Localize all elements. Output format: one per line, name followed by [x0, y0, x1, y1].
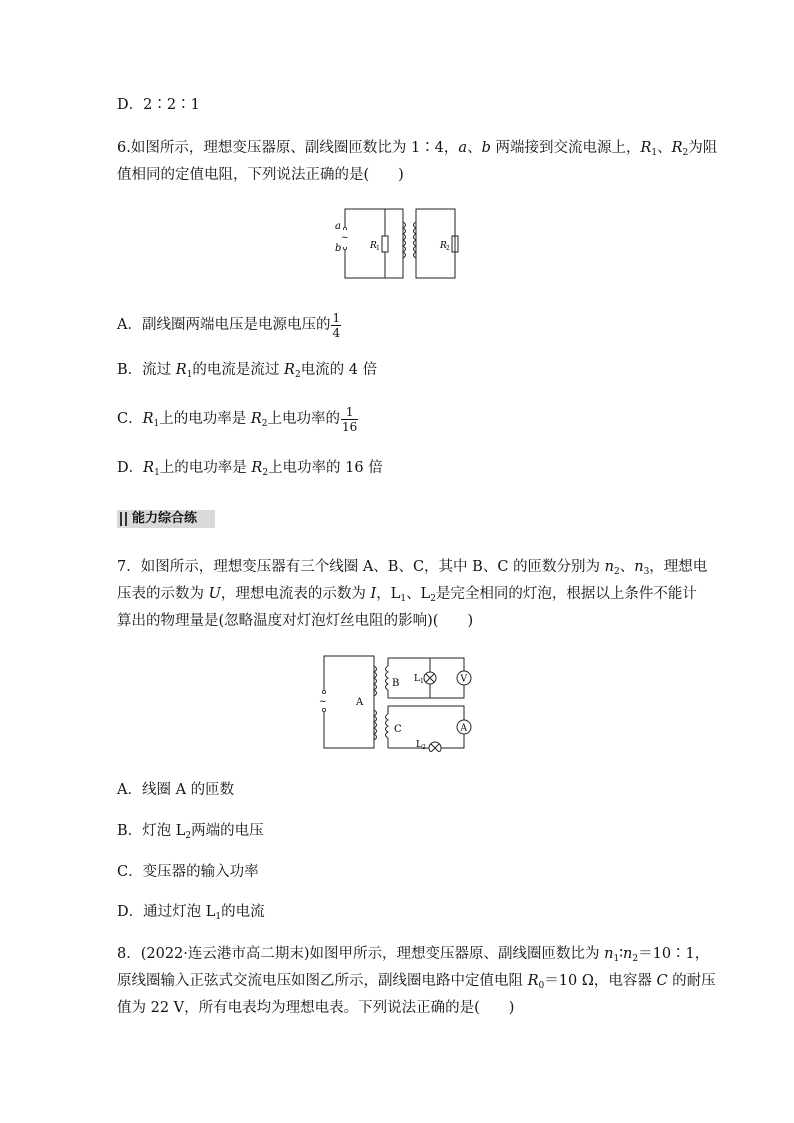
- ammeter-label: A: [460, 723, 467, 734]
- q7-option-b: B．灯泡 $L_2$两端的电压: [117, 823, 264, 841]
- label-b: b: [335, 243, 342, 254]
- section-header: [117, 510, 215, 528]
- tilde-label: ~: [319, 697, 327, 707]
- voltmeter-label: V: [460, 674, 467, 685]
- lamp-l2-icon: [429, 742, 441, 752]
- label-coil-c: C: [394, 724, 402, 735]
- section-bar-icon: [120, 512, 122, 526]
- q8-stem-line1: 8．(2022·连云港市高二期末)如图甲所示，理想变压器原、副线圈匝数比为 $n_1∶n_2=10∶1$，: [117, 946, 710, 964]
- lamp-l1-icon: [424, 672, 436, 684]
- q6-stem-line2: 值相同的定值电阻，下列说法正确的是( ): [117, 167, 404, 183]
- label-coil-b: B: [392, 678, 400, 689]
- section-title: 能力综合练: [132, 511, 198, 526]
- q6-circuit-diagram: [330, 202, 470, 280]
- q7-option-a: A．线圈 A 的匝数: [117, 782, 235, 798]
- q5-option-d: D．2∶2∶1: [117, 97, 200, 113]
- q7-stem-line3: 算出的物理量是(忽略温度对灯泡灯丝电阻的影响)( ): [117, 613, 474, 629]
- label-coil-a: A: [356, 697, 364, 708]
- section-bar-icon: [125, 512, 127, 526]
- fraction: $\frac{1}{4}$: [332, 310, 341, 340]
- label-l1: L: [414, 674, 420, 684]
- label-r1-sub: 1: [376, 245, 380, 252]
- fraction: $\frac{1}{16}$: [342, 404, 358, 434]
- q7-circuit-diagram: [318, 652, 478, 752]
- q7-stem-line2: 压表的示数为 U，理想电流表的示数为 I，$L_1$、$L_2$是完全相同的灯泡，根据以上条件不能计: [117, 586, 697, 604]
- q8-stem-line3: 值为 22 V，所有电表均为理想电表。下列说法正确的是( ): [117, 1000, 515, 1016]
- terminal-icon: [322, 690, 325, 693]
- label-r2: R: [440, 241, 447, 251]
- label-l1-sub: 1: [420, 678, 424, 685]
- q6-option-b: B．流过 $R_1$的电流是流过 $R_2$电流的 4 倍: [117, 362, 378, 380]
- q6-option-a: A．副线圈两端电压是电源电压的 $\frac{1}{4}$: [117, 310, 341, 340]
- q6-option-c: C．$R_1$上的电功率是 $R_2$上电功率的 $\frac{1}{16}$: [117, 404, 358, 434]
- q7-option-c: C．变压器的输入功率: [117, 864, 259, 880]
- terminal-icon: [322, 708, 325, 711]
- label-r1: R: [370, 241, 377, 251]
- label-a: a: [335, 221, 341, 232]
- tilde-label: ~: [341, 233, 349, 243]
- q7-stem-line1: 7．如图所示，理想变压器有三个线圈 A、B、C，其中 B、C 的匝数分别为 $n_2$、$n_3$，理想电: [117, 559, 708, 577]
- q6-stem-line1: 6.如图所示，理想变压器原、副线圈匝数比为 1∶4，a、b 两端接到交流电源上，$R_1$、$R_2$为阻: [117, 140, 718, 158]
- q8-stem-line2: 原线圈输入正弦式交流电压如图乙所示，副线圈电路中定值电阻 $R_0=10$ Ω，电容器 C 的耐压: [117, 973, 716, 991]
- label-l2-sub: 2: [422, 744, 426, 751]
- label-l2: L: [416, 740, 422, 750]
- label-r2-sub: 2: [446, 245, 450, 252]
- q6-option-d: D．$R_1$上的电功率是 $R_2$上电功率的 16 倍: [117, 460, 383, 478]
- q7-option-d: D．通过灯泡 $L_1$的电流: [117, 904, 265, 922]
